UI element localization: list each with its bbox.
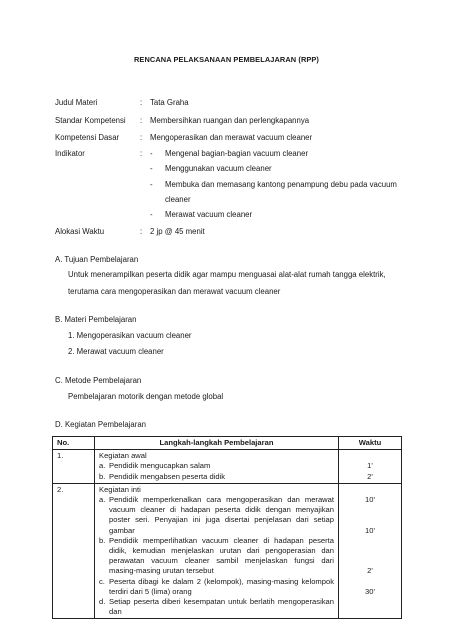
indikator-item: Merawat vacuum cleaner bbox=[165, 210, 253, 219]
indikator-dash: - bbox=[150, 149, 153, 158]
document-title: RENCANA PELAKSANAAN PEMBELAJARAN (RPP) bbox=[133, 55, 319, 64]
info-label: Indikator bbox=[55, 149, 85, 158]
kegiatan-table bbox=[52, 436, 402, 619]
info-colon: : bbox=[140, 98, 143, 107]
info-value: Tata Graha bbox=[150, 98, 189, 107]
info-label: Judul Materi bbox=[55, 98, 98, 107]
step-time: 1' bbox=[367, 461, 373, 471]
section-a-text: terutama cara mengoperasikan dan merawat vacuum cleaner bbox=[68, 287, 281, 296]
section-heading-a: A. Tujuan Pembelajaran bbox=[55, 255, 139, 264]
section-heading-c: C. Metode Pembelajaran bbox=[55, 376, 142, 385]
step-letter: b. bbox=[99, 535, 106, 545]
step-item bbox=[99, 577, 334, 597]
row-number: 1. bbox=[53, 450, 95, 484]
step-time: 10' bbox=[365, 525, 375, 535]
indikator-item-continuation: cleaner bbox=[165, 195, 191, 204]
row-times bbox=[339, 483, 402, 619]
step-item bbox=[99, 536, 334, 577]
step-text: Peserta dibagi ke dalam 2 (kelompok), masing-masing kelompok terdiri dari 5 (lima) orang bbox=[109, 576, 334, 596]
section-a-text: Untuk menerampilkan peserta didik agar mampu menguasai alat-alat rumah tangga elektrik, bbox=[68, 270, 386, 279]
step-letter: a. bbox=[99, 461, 106, 471]
header-waktu: Waktu bbox=[339, 437, 402, 450]
step-text: Pendidik mengabsen peserta didik bbox=[109, 471, 226, 481]
step-time: 2' bbox=[367, 471, 373, 481]
step-title: Kegiatan awal bbox=[99, 451, 147, 461]
section-heading-d: D. Kegiatan Pembelajaran bbox=[55, 420, 147, 429]
header-no: No. bbox=[53, 437, 95, 450]
row-steps bbox=[95, 450, 339, 484]
indikator-item: Menggunakan vacuum cleaner bbox=[165, 164, 272, 173]
info-value: Mengoperasikan dan merawat vacuum cleaner bbox=[150, 133, 313, 142]
step-text: Pendidik mengucapkan salam bbox=[109, 461, 211, 471]
step-text: Pendidik memperkenalkan cara mengoperasikan dan merawat vacuum cleaner di hadapan peserta didik dengan menyajikan poster seri. Penyajian ini juga disertai penjelasan dari setiap gambar bbox=[109, 495, 334, 535]
row-steps bbox=[95, 483, 339, 619]
table-row bbox=[53, 483, 402, 619]
info-value: 2 jp @ 45 menit bbox=[150, 227, 205, 236]
section-c-text: Pembelajaran motorik dengan metode global bbox=[68, 392, 224, 401]
info-colon: : bbox=[140, 116, 143, 125]
table-row bbox=[53, 450, 402, 484]
header-langkah: Langkah-langkah Pembelajaran bbox=[95, 437, 339, 450]
section-b-item: 1. Mengoperasikan vacuum cleaner bbox=[68, 331, 192, 340]
row-times bbox=[339, 450, 402, 484]
step-item bbox=[99, 461, 334, 471]
indikator-item: Mengenal bagian-bagian vacuum cleaner bbox=[165, 149, 309, 158]
row-number: 2. bbox=[53, 483, 95, 619]
info-value: Membersihkan ruangan dan perlengkapannya bbox=[150, 116, 310, 125]
table-header-row bbox=[53, 437, 402, 450]
step-time: 30' bbox=[365, 586, 375, 596]
step-text: Pendidik memperlihatkan vacuum cleaner di hadapan peserta didik, kemudian menjelaskan urutan dari pengoperasian dan perawatan vacuum cleaner sambil menjelaskan fungsi dari masing-masing urutan tersebut bbox=[109, 535, 334, 576]
step-text: Setiap peserta diberi kesempatan untuk berlatih mengoperasikan dan bbox=[109, 597, 334, 617]
step-item bbox=[99, 597, 334, 617]
indikator-dash: - bbox=[150, 164, 153, 173]
step-item bbox=[99, 495, 334, 536]
step-letter: b. bbox=[99, 471, 106, 481]
indikator-dash: - bbox=[150, 180, 153, 189]
info-label: Kompetensi Dasar bbox=[55, 133, 120, 142]
info-colon: : bbox=[140, 133, 143, 142]
indikator-item: Membuka dan memasang kantong penampung debu pada vacuum bbox=[165, 180, 397, 189]
step-time: 10' bbox=[365, 495, 375, 505]
step-letter: d. bbox=[99, 597, 106, 607]
step-item bbox=[99, 472, 334, 482]
info-label: Standar Kompetensi bbox=[55, 116, 126, 125]
step-time: 2' bbox=[367, 566, 373, 576]
step-title: Kegiatan inti bbox=[99, 484, 141, 494]
info-label: Alokasi Waktu bbox=[55, 227, 105, 236]
step-letter: c. bbox=[99, 576, 105, 586]
section-heading-b: B. Materi Pembelajaran bbox=[55, 315, 137, 324]
indikator-dash: - bbox=[150, 210, 153, 219]
section-b-item: 2. Merawat vacuum cleaner bbox=[68, 347, 164, 356]
info-colon: : bbox=[140, 227, 143, 236]
info-colon: : bbox=[140, 149, 143, 158]
step-letter: a. bbox=[99, 495, 106, 505]
